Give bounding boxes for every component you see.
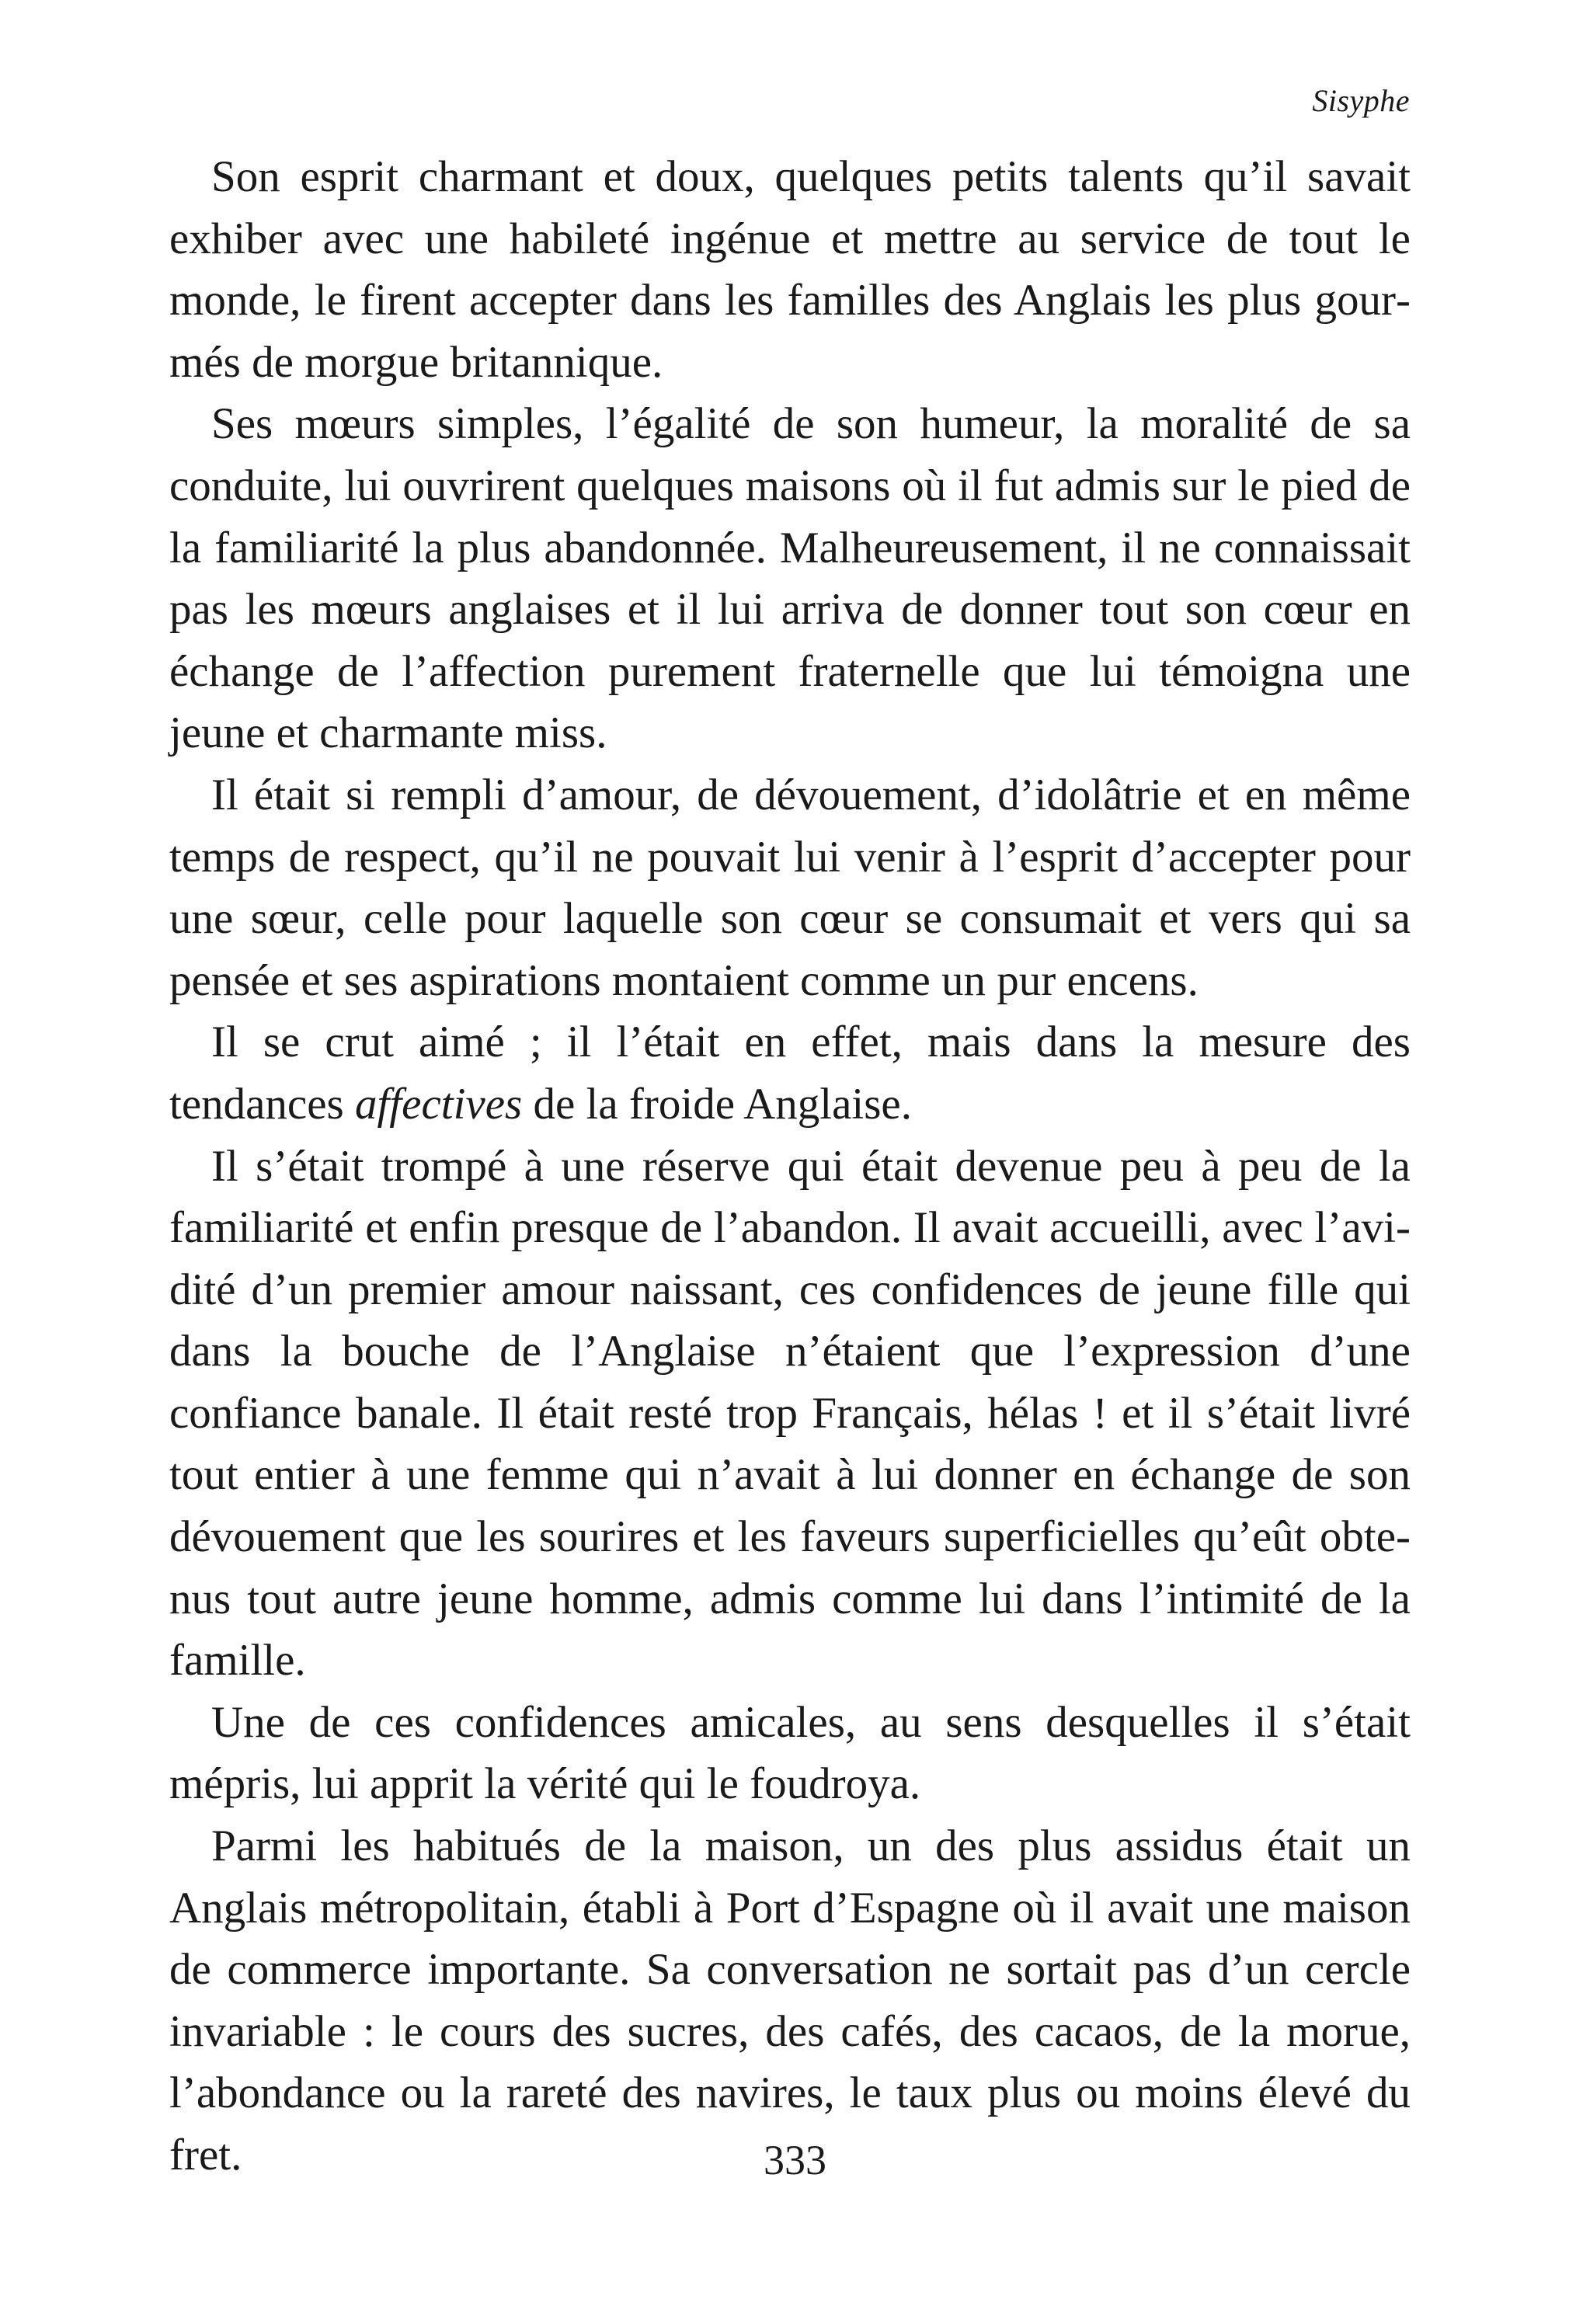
paragraph <box>169 1136 1411 1692</box>
page-number: 333 <box>764 2137 826 2183</box>
paragraph <box>169 1011 1411 1135</box>
text-segment: Il s’était trompé à une réserve qui était devenue peu à peu de la familiarité et enfin presque de l’abandon. Il avait accueilli, avec l’avidité d’un premier amour naissant, ces confidences de jeune fille qui dans la bouche de l’Anglaise n’étaient que l’expression d’une confiance banale. Il était resté trop Français, hélas ! et il s’était livré tout entier à une femme qui n’avait à lui donner en échange de son dévouement que les sourires et les faveurs superficielles qu’eût obtenus tout autre jeune homme, admis comme lui dans l’intimité de la famille. <box>169 1141 1411 1686</box>
text-segment: Ses mœurs simples, l’égalité de son humeur, la moralité de sa conduite, lui ouvrirent quelques maisons où il fut admis sur le pied de la familiarité la plus abandonnée. Malheureusement, il ne connaissait pas les mœurs anglaises et il lui arriva de donner tout son cœur en échange de l’affection purement fraternelle que lui témoigna une jeune et charmante miss. <box>169 399 1411 758</box>
text-segment: Son esprit charmant et doux, quelques petits talents qu’il savait exhiber avec une habileté ingénue et mettre au service de tout le monde, le firent accepter dans les familles des Anglais les plus gourmés de morgue britannique. <box>169 152 1411 387</box>
text-segment: Parmi les habitués de la maison, un des plus assidus était un Anglais métropolitain, établi à Port d’Espagne où il avait une maison de commerce importante. Sa conversation ne sortait pas d’un cercle invariable : le cours des sucres, des cafés, des cacaos, de la morue, l’abondance ou la rareté des navires, le taux plus ou moins élevé du fret. <box>169 1821 1411 2180</box>
paragraph <box>169 1692 1411 1815</box>
italic-text-segment: affectives <box>354 1079 523 1129</box>
text-segment: Il se crut aimé ; il l’était en effet, mais dans la mesure des tendances <box>169 1018 1411 1129</box>
paragraph <box>169 393 1411 764</box>
paragraph <box>169 1815 1411 2187</box>
text-segment: Une de ces confidences amicales, au sens desquelles il s’était mépris, lui apprit la vérité qui le foudroya. <box>169 1697 1411 1809</box>
body-text <box>169 146 1411 2187</box>
text-segment: Il était si rempli d’amour, de dévouement, d’idolâtrie et en même temps de respect, qu’il ne pouvait lui venir à l’esprit d’accepter pour une sœur, celle pour laquelle son cœur se consumait et vers qui sa pensée et ses aspirations montaient comme un pur encens. <box>169 770 1411 1005</box>
running-head: Sisyphe <box>1312 83 1410 118</box>
paragraph <box>169 764 1411 1011</box>
text-segment: de la froide Anglaise. <box>522 1079 912 1129</box>
paragraph <box>169 146 1411 393</box>
